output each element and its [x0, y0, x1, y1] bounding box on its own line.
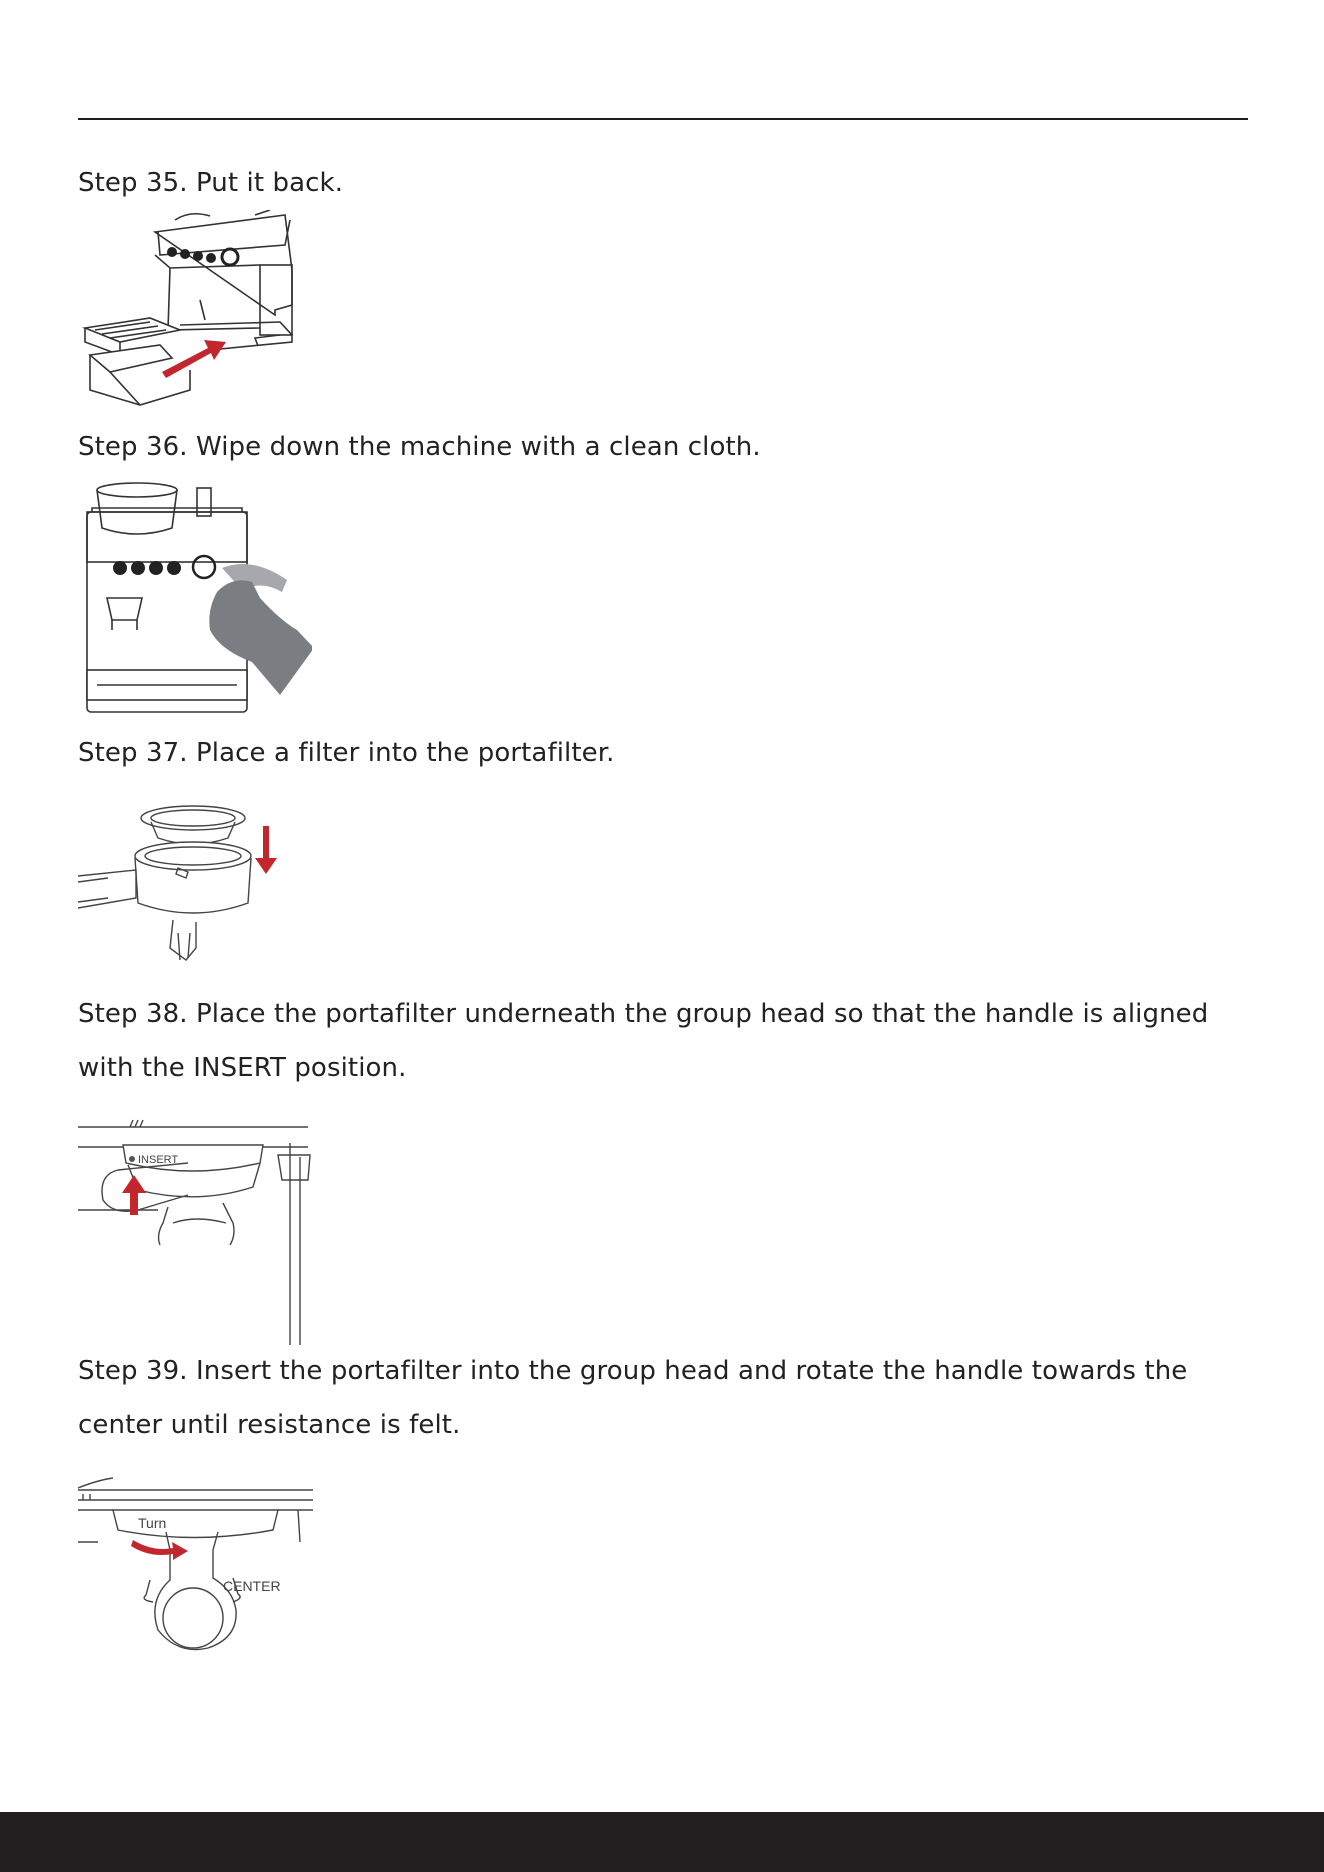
step-39-text: Step 39. Insert the portafilter into the group head and rotate the handle towards the center until resistance is felt.: [78, 1356, 1188, 1440]
step-36-text: Step 36. Wipe down the machine with a clean cloth.: [78, 432, 761, 462]
turn-label: Turn: [138, 1515, 167, 1531]
step-39-illustration: [78, 1470, 318, 1660]
step-38-text: Step 38. Place the portafilter underneath the group head so that the handle is aligned with the INSERT position.: [78, 999, 1209, 1083]
step-36-illustration: [82, 480, 312, 720]
center-label: CENTER: [223, 1578, 281, 1594]
step-38-illustration: [78, 1115, 313, 1345]
header-rule: [78, 118, 1248, 120]
step-37-text: Step 37. Place a filter into the portafilter.: [78, 738, 615, 768]
footer-bar: [0, 1812, 1324, 1872]
step-37-illustration: [78, 798, 288, 968]
insert-label: INSERT: [138, 1154, 179, 1166]
step-35-text: Step 35. Put it back.: [78, 168, 344, 198]
step-35-illustration: [80, 210, 295, 410]
